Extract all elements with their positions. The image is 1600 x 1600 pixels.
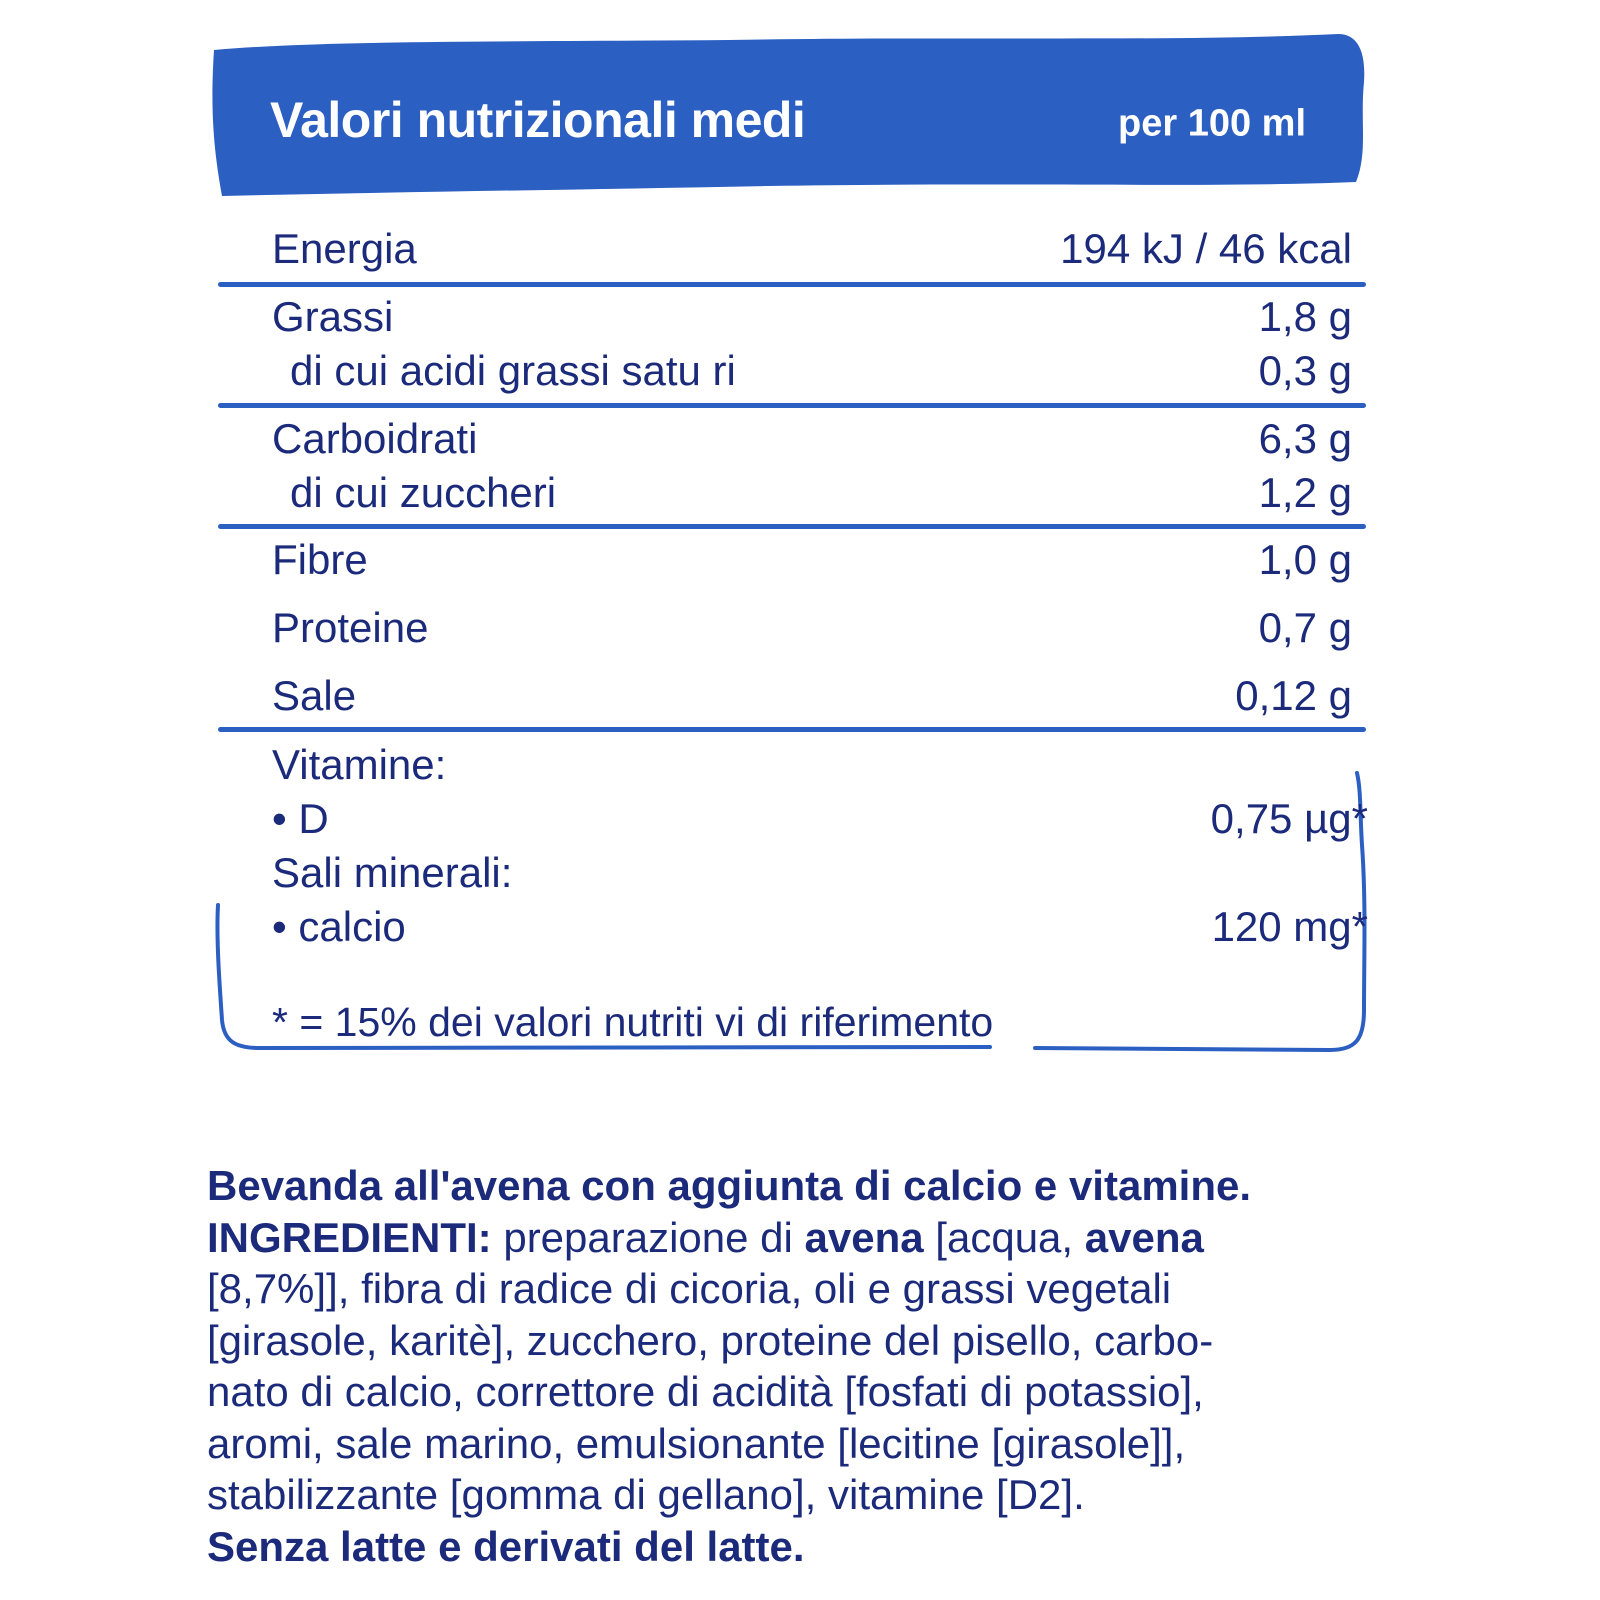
table-title: Valori nutrizionali medi: [270, 92, 806, 148]
row-salt: [272, 671, 1352, 721]
nutrition-header-banner: [208, 32, 1368, 196]
allergen-oat: avena: [804, 1213, 924, 1261]
row-fibre: [272, 535, 1352, 585]
fat-label: Grassi: [272, 293, 394, 340]
ingredients-block: [207, 1160, 1407, 1572]
vitamin-d-value: 0,75 µg*: [1210, 795, 1368, 842]
per-unit-label: per 100 ml: [1118, 102, 1306, 145]
dairy-free-statement: Senza latte e derivati del latte.: [207, 1522, 805, 1570]
row-fat: [272, 292, 1352, 342]
row-carbohydrates: [272, 414, 1352, 464]
divider: [218, 403, 1366, 408]
ingredients-line: aromi, sale marino, emulsionante [lecitine [girasole]],: [207, 1419, 1186, 1467]
divider: [218, 727, 1366, 732]
divider: [218, 282, 1366, 287]
ingredients-text: preparazione di: [491, 1213, 805, 1261]
calcium-value: 120 mg*: [1211, 903, 1368, 950]
row-sugars: [272, 468, 1352, 518]
protein-label: Proteine: [272, 604, 429, 651]
ingredients-line: nato di calcio, correttore di acidità [fosfati di potassio],: [207, 1368, 1204, 1415]
row-vitamins-heading: [272, 740, 1368, 790]
energy-value: 194 kJ / 46 kcal: [1060, 225, 1352, 272]
calcium-label: • calcio: [272, 903, 406, 950]
sugars-value: 1,2 g: [1258, 469, 1352, 516]
allergen-oat: avena: [1084, 1213, 1204, 1261]
ingredients-heading: INGREDIENTI:: [207, 1213, 492, 1261]
vitamins-heading: Vitamine:: [272, 741, 447, 788]
fibre-label: Fibre: [272, 536, 368, 583]
row-saturated-fat: [272, 346, 1352, 396]
row-protein: [272, 603, 1352, 653]
reference-footnote: * = 15% dei valori nutriti vi di riferimento: [272, 999, 994, 1045]
row-energy: [272, 224, 1352, 274]
product-description: Bevanda all'avena con aggiunta di calcio e vitamine.: [207, 1162, 1252, 1209]
fat-value: 1,8 g: [1258, 293, 1352, 340]
salt-value: 0,12 g: [1235, 672, 1352, 719]
row-calcium: [272, 902, 1368, 952]
protein-value: 0,7 g: [1258, 604, 1352, 651]
minerals-heading: Sali minerali:: [272, 849, 513, 896]
salt-label: Sale: [272, 672, 357, 719]
fibre-value: 1,0 g: [1258, 536, 1352, 583]
sugars-label: di cui zuccheri: [290, 469, 557, 516]
divider: [218, 524, 1366, 529]
saturated-fat-value: 0,3 g: [1258, 347, 1352, 394]
energy-label: Energia: [272, 225, 417, 272]
carbohydrates-label: Carboidrati: [272, 415, 478, 462]
ingredients-line: [8,7%]], fibra di radice di cicoria, oli e grassi vegetali: [207, 1265, 1172, 1312]
vitamin-d-label: • D: [272, 795, 329, 842]
ingredients-text: [acqua,: [923, 1213, 1085, 1261]
row-minerals-heading: [272, 848, 1368, 898]
carbohydrates-value: 6,3 g: [1258, 415, 1352, 462]
row-vitamin-d: [272, 794, 1368, 844]
ingredients-line: [girasole, karitè], zucchero, proteine del pisello, carbo-: [207, 1316, 1214, 1364]
ingredients-line: stabilizzante [gomma di gellano], vitamine [D2].: [207, 1471, 1085, 1518]
saturated-fat-label: di cui acidi grassi satu ri: [290, 347, 736, 394]
ingredients-line: [207, 1212, 1407, 1264]
